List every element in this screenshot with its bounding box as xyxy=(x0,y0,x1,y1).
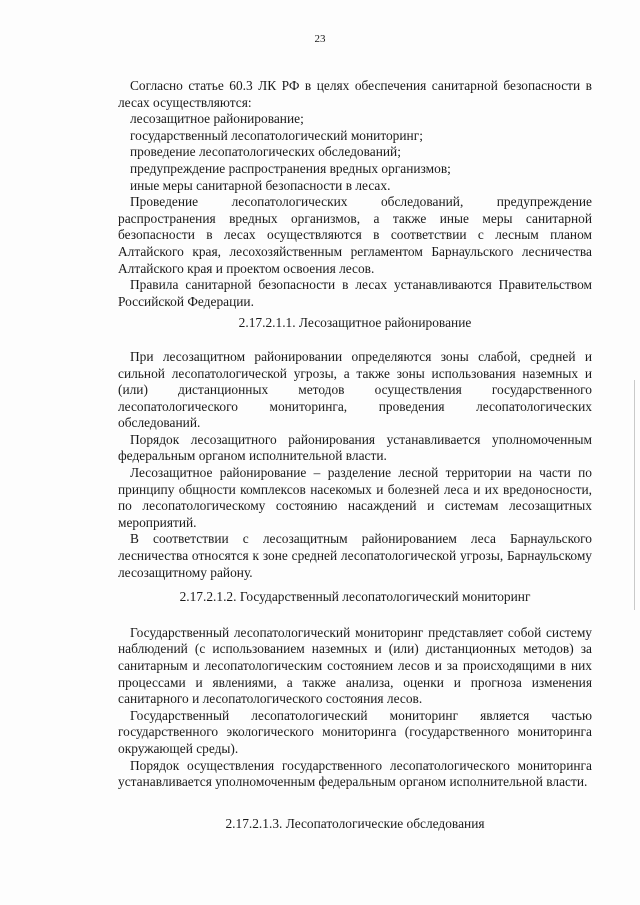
list-item: иные меры санитарной безопасности в лесах. xyxy=(130,177,391,193)
scan-edge-mark xyxy=(634,380,635,610)
section-heading: 2.17.2.1.2. Государственный лесопатологический мониторинг xyxy=(179,589,531,605)
paragraph: Государственный лесопатологический мониторинг является частью государственного экологического мониторинга (государственного мониторинга окружающей среды). xyxy=(118,707,592,756)
paragraph: В соответствии с лесозащитным районированием леса Барнаульского лесничества относятся к зоне средней лесопатологической угрозы, Барнаульскому лесозащитному району. xyxy=(118,531,592,580)
paragraph: Правила санитарной безопасности в лесах устанавливаются Правительством Российской Федерации. xyxy=(118,277,592,309)
list-item: государственный лесопатологический мониторинг; xyxy=(130,127,423,143)
list-item: лесозащитное районирование; xyxy=(130,111,304,127)
document-body xyxy=(118,78,592,832)
paragraph: Порядок лесозащитного районирования устанавливается уполномоченным федеральным органом исполнительной власти. xyxy=(118,431,592,464)
paragraph: При лесозащитном районировании определяются зоны слабой, средней и сильной лесопатологической угрозы, а также зоны использования наземных и (или) дистанционных методов осуществления государственного лесопатологического мониторинга, проведения лесопатологических обследований. xyxy=(118,348,592,431)
paragraph: Государственный лесопатологический мониторинг представляет собой систему наблюдений (с использованием наземных и (или) дистанционных методов) за санитарным и лесопатологическим состоянием лесов и за происходящими в них процессами и явлениями, а также анализа, оценки и прогноза изменения санитарного и лесопатологического состояния лесов. xyxy=(118,624,592,707)
paragraph: Лесозащитное районирование – разделение лесной территории на части по принципу общности комплексов насекомых и болезней леса и их вредоносности, по лесопатологическому состоянию насаждений и системам лесозащитных мероприятий. xyxy=(118,465,592,530)
page-number: 23 xyxy=(314,33,326,45)
list-item: проведение лесопатологических обследований; xyxy=(130,144,401,160)
section-heading: 2.17.2.1.1. Лесозащитное районирование xyxy=(238,315,472,331)
paragraph: Порядок осуществления государственного лесопатологического мониторинга устанавливается уполномоченным федеральным органом исполнительной власти. xyxy=(118,757,592,790)
paragraph: Согласно статье 60.3 ЛК РФ в целях обеспечения санитарной безопасности в лесах осуществляются: xyxy=(118,78,592,110)
paragraph: Проведение лесопатологических обследований, предупреждение распространения вредных организмов, а также иные меры санитарной безопасности в лесах осуществляются в соответствии с лесным планом Алтайского края, лесохозяйственным регламентом Барнаульского лесничества Алтайского края и проектом освоения лесов. xyxy=(118,194,592,276)
section-heading: 2.17.2.1.3. Лесопатологические обследования xyxy=(225,815,485,831)
list-item: предупреждение распространения вредных организмов; xyxy=(130,160,451,176)
